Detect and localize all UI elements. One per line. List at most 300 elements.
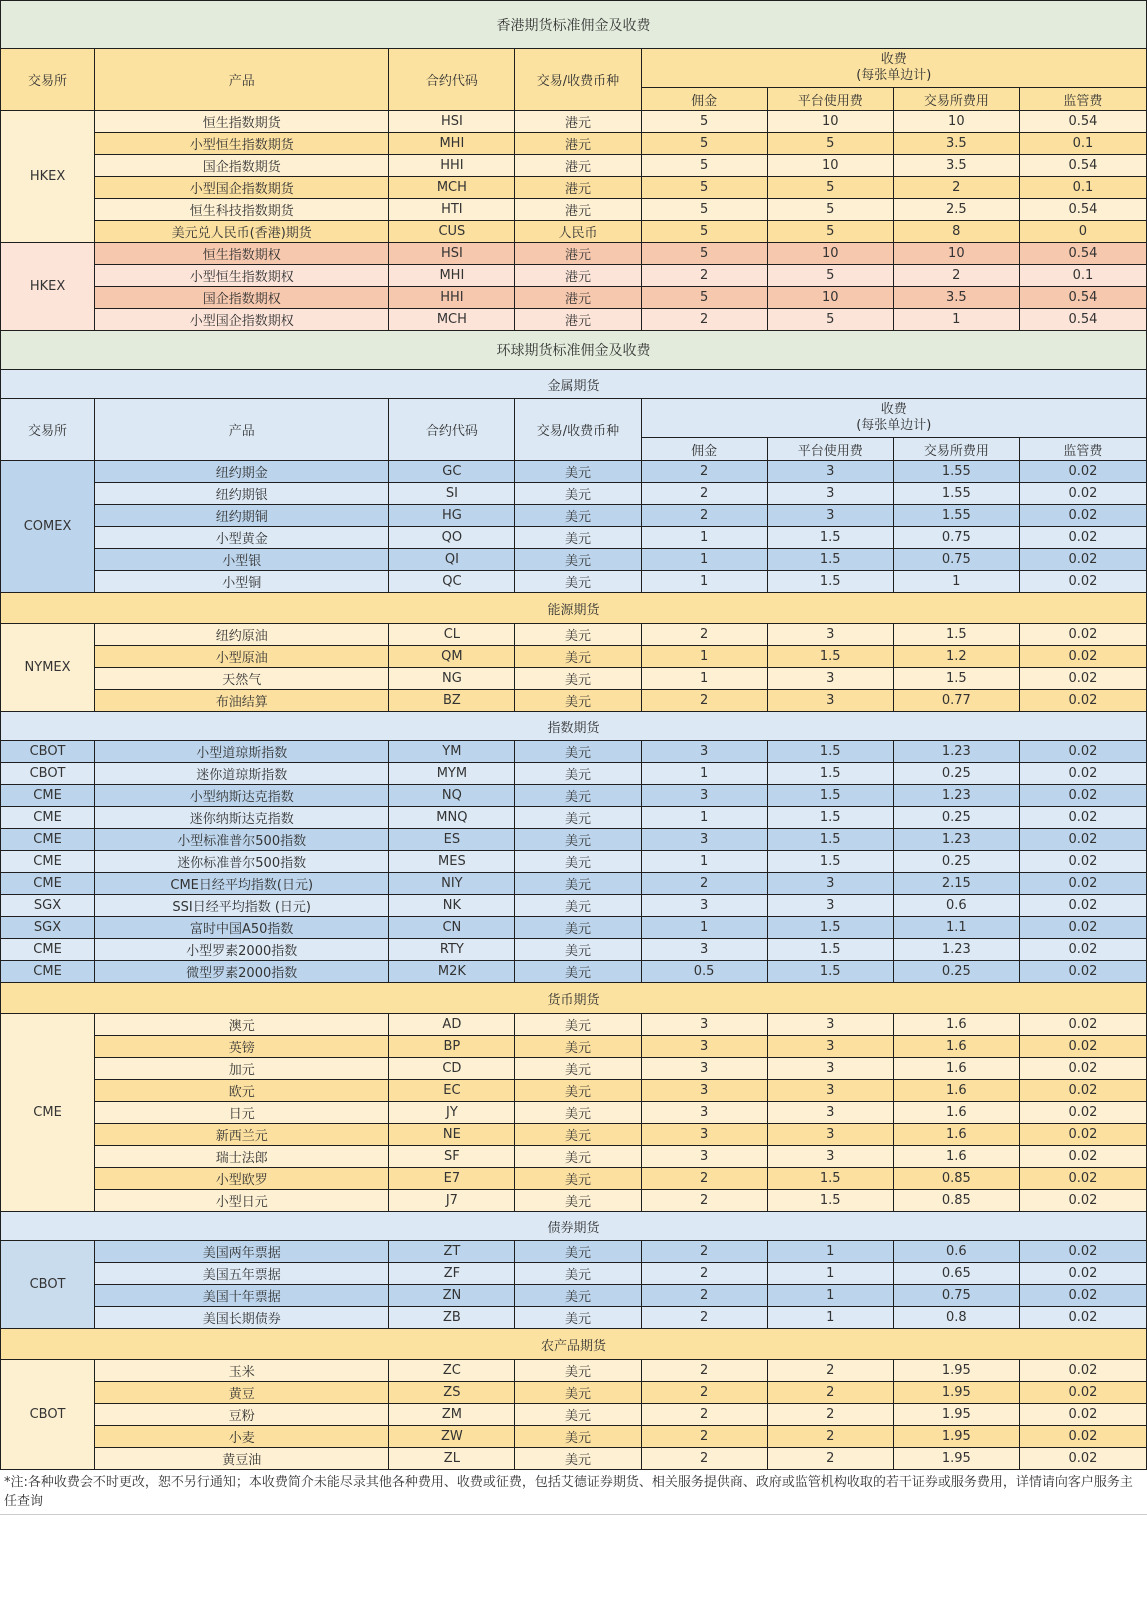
code-cell: NIY xyxy=(389,873,515,895)
code-cell: MHI xyxy=(389,265,515,287)
currency-cell: 美元 xyxy=(515,483,641,505)
regulatory-fee-cell: 0.02 xyxy=(1019,1426,1146,1448)
platform-fee-cell: 3 xyxy=(767,505,893,527)
table-row xyxy=(1,961,1147,983)
table-row xyxy=(1,1382,1147,1404)
product-cell: 美国五年票据 xyxy=(95,1263,389,1285)
product-cell: 玉米 xyxy=(95,1360,389,1382)
platform-fee-cell: 3 xyxy=(767,1124,893,1146)
platform-fee-cell: 3 xyxy=(767,1146,893,1168)
regulatory-fee-cell: 0.02 xyxy=(1019,1285,1146,1307)
metals-section-title-row xyxy=(1,370,1147,399)
currency-cell: 美元 xyxy=(515,1382,641,1404)
code-cell: ZB xyxy=(389,1307,515,1329)
platform-fee-cell: 10 xyxy=(767,155,893,177)
currency-cell: 港元 xyxy=(515,243,641,265)
exchange-fee-cell: 1.95 xyxy=(893,1448,1019,1470)
header-fees-sublabel: (每张单边计) xyxy=(856,68,932,83)
exchange-fee-cell: 1.6 xyxy=(893,1102,1019,1124)
hk-header-row xyxy=(1,49,1147,88)
code-cell: E7 xyxy=(389,1168,515,1190)
regulatory-fee-cell: 0.02 xyxy=(1019,1058,1146,1080)
product-cell: 纽约期金 xyxy=(95,461,389,483)
exchange-fee-cell: 10 xyxy=(893,243,1019,265)
table-row xyxy=(1,1448,1147,1470)
exchange-fee-cell: 0.85 xyxy=(893,1168,1019,1190)
exchange-fee-cell: 1.6 xyxy=(893,1014,1019,1036)
platform-fee-cell: 1 xyxy=(767,1307,893,1329)
product-cell: 美国长期债券 xyxy=(95,1307,389,1329)
code-cell: BP xyxy=(389,1036,515,1058)
header-regulatory-fee: 监管费 xyxy=(1019,438,1146,461)
currency-cell: 美元 xyxy=(515,1124,641,1146)
hk-section-title-row xyxy=(1,1,1147,49)
regulatory-fee-cell: 0.02 xyxy=(1019,505,1146,527)
code-cell: ZN xyxy=(389,1285,515,1307)
commission-cell: 2 xyxy=(641,461,767,483)
platform-fee-cell: 1.5 xyxy=(767,939,893,961)
product-cell: 迷你道琼斯指数 xyxy=(95,763,389,785)
regulatory-fee-cell: 0.02 xyxy=(1019,461,1146,483)
regulatory-fee-cell: 0.02 xyxy=(1019,829,1146,851)
regulatory-fee-cell: 0.02 xyxy=(1019,1036,1146,1058)
exchange-cell: CBOT xyxy=(1,1360,95,1470)
commission-cell: 3 xyxy=(641,1036,767,1058)
exchange-fee-cell: 0.25 xyxy=(893,807,1019,829)
platform-fee-cell: 1.5 xyxy=(767,1190,893,1212)
commission-cell: 3 xyxy=(641,1058,767,1080)
product-cell: 恒生指数期权 xyxy=(95,243,389,265)
commission-cell: 2 xyxy=(641,624,767,646)
exchange-fee-cell: 1.1 xyxy=(893,917,1019,939)
exchange-fee-cell: 1.23 xyxy=(893,829,1019,851)
commission-cell: 2 xyxy=(641,483,767,505)
commission-cell: 2 xyxy=(641,1448,767,1470)
exchange-cell: CME xyxy=(1,939,95,961)
header-exchange-fee: 交易所费用 xyxy=(893,88,1019,111)
regulatory-fee-cell: 0.02 xyxy=(1019,961,1146,983)
exchange-fee-cell: 8 xyxy=(893,221,1019,243)
platform-fee-cell: 10 xyxy=(767,243,893,265)
table-row xyxy=(1,1241,1147,1263)
platform-fee-cell: 2 xyxy=(767,1382,893,1404)
platform-fee-cell: 3 xyxy=(767,1058,893,1080)
code-cell: HSI xyxy=(389,111,515,133)
exchange-fee-cell: 1.2 xyxy=(893,646,1019,668)
product-cell: 恒生科技指数期货 xyxy=(95,199,389,221)
regulatory-fee-cell: 0.54 xyxy=(1019,243,1146,265)
table-row xyxy=(1,807,1147,829)
table-row xyxy=(1,221,1147,243)
code-cell: ES xyxy=(389,829,515,851)
commission-cell: 3 xyxy=(641,895,767,917)
commission-cell: 1 xyxy=(641,807,767,829)
fee-table-body xyxy=(1,1,1147,1470)
commission-cell: 1 xyxy=(641,527,767,549)
code-cell: SI xyxy=(389,483,515,505)
product-cell: 迷你标准普尔500指数 xyxy=(95,851,389,873)
exchange-cell: CME xyxy=(1,873,95,895)
exchange-fee-cell: 2 xyxy=(893,177,1019,199)
exchange-fee-cell: 1.23 xyxy=(893,741,1019,763)
header-commission: 佣金 xyxy=(641,438,767,461)
commission-cell: 5 xyxy=(641,221,767,243)
exchange-fee-cell: 3.5 xyxy=(893,155,1019,177)
regulatory-fee-cell: 0.02 xyxy=(1019,1080,1146,1102)
platform-fee-cell: 1.5 xyxy=(767,571,893,593)
exchange-fee-cell: 2.5 xyxy=(893,199,1019,221)
exchange-cell: SGX xyxy=(1,895,95,917)
platform-fee-cell: 1 xyxy=(767,1285,893,1307)
code-cell: SF xyxy=(389,1146,515,1168)
regulatory-fee-cell: 0.02 xyxy=(1019,851,1146,873)
currency-cell: 美元 xyxy=(515,939,641,961)
product-cell: 小型黄金 xyxy=(95,527,389,549)
table-row xyxy=(1,1307,1147,1329)
table-row xyxy=(1,785,1147,807)
table-row xyxy=(1,177,1147,199)
regulatory-fee-cell: 0.02 xyxy=(1019,1146,1146,1168)
exchange-fee-cell: 1.95 xyxy=(893,1382,1019,1404)
currency-cell: 美元 xyxy=(515,1102,641,1124)
commission-cell: 1 xyxy=(641,571,767,593)
exchange-fee-cell: 1.55 xyxy=(893,483,1019,505)
exchange-cell: CBOT xyxy=(1,741,95,763)
exchange-fee-cell: 2 xyxy=(893,265,1019,287)
commission-cell: 3 xyxy=(641,1080,767,1102)
header-fees-group xyxy=(641,399,1146,438)
table-row xyxy=(1,461,1147,483)
header-code: 合约代码 xyxy=(389,49,515,111)
commission-cell: 3 xyxy=(641,1146,767,1168)
commission-cell: 5 xyxy=(641,287,767,309)
regulatory-fee-cell: 0.54 xyxy=(1019,199,1146,221)
code-cell: ZW xyxy=(389,1426,515,1448)
table-row xyxy=(1,1014,1147,1036)
code-cell: MNQ xyxy=(389,807,515,829)
currency-section-title: 货币期货 xyxy=(1,983,1147,1014)
regulatory-fee-cell: 0.02 xyxy=(1019,1241,1146,1263)
exchange-fee-cell: 1.6 xyxy=(893,1124,1019,1146)
exchange-fee-cell: 0.75 xyxy=(893,1285,1019,1307)
code-cell: GC xyxy=(389,461,515,483)
commission-cell: 5 xyxy=(641,177,767,199)
table-row xyxy=(1,1080,1147,1102)
commission-cell: 2 xyxy=(641,1263,767,1285)
platform-fee-cell: 1 xyxy=(767,1241,893,1263)
commission-cell: 5 xyxy=(641,155,767,177)
commission-cell: 2 xyxy=(641,1168,767,1190)
commission-cell: 2 xyxy=(641,1285,767,1307)
product-cell: 小型日元 xyxy=(95,1190,389,1212)
exchange-fee-cell: 1 xyxy=(893,571,1019,593)
table-row xyxy=(1,741,1147,763)
currency-cell: 美元 xyxy=(515,1168,641,1190)
product-cell: SSI日经平均指数 (日元) xyxy=(95,895,389,917)
footnote: *注:各种收费会不时更改，恕不另行通知；本收费简介未能尽录其他各种费用、收费或征费，包括艾德证券期货、相关服务提供商、政府或监管机构收取的若干证券或服务费用，详情请向客户服务主任查询 xyxy=(0,1470,1147,1515)
product-cell: 新西兰元 xyxy=(95,1124,389,1146)
energy-section-title-row xyxy=(1,593,1147,624)
exchange-fee-cell: 2.15 xyxy=(893,873,1019,895)
currency-cell: 港元 xyxy=(515,199,641,221)
code-cell: QO xyxy=(389,527,515,549)
agri-section-title-row xyxy=(1,1329,1147,1360)
regulatory-fee-cell: 0.02 xyxy=(1019,785,1146,807)
regulatory-fee-cell: 0.02 xyxy=(1019,763,1146,785)
code-cell: ZT xyxy=(389,1241,515,1263)
code-cell: RTY xyxy=(389,939,515,961)
code-cell: MYM xyxy=(389,763,515,785)
table-row xyxy=(1,917,1147,939)
code-cell: HHI xyxy=(389,155,515,177)
currency-cell: 美元 xyxy=(515,785,641,807)
regulatory-fee-cell: 0.54 xyxy=(1019,111,1146,133)
platform-fee-cell: 2 xyxy=(767,1404,893,1426)
exchange-fee-cell: 10 xyxy=(893,111,1019,133)
currency-cell: 港元 xyxy=(515,265,641,287)
regulatory-fee-cell: 0.02 xyxy=(1019,690,1146,712)
exchange-fee-cell: 1.5 xyxy=(893,624,1019,646)
product-cell: 黄豆油 xyxy=(95,1448,389,1470)
platform-fee-cell: 10 xyxy=(767,287,893,309)
exchange-fee-cell: 0.6 xyxy=(893,895,1019,917)
product-cell: 欧元 xyxy=(95,1080,389,1102)
code-cell: YM xyxy=(389,741,515,763)
currency-cell: 美元 xyxy=(515,851,641,873)
currency-cell: 美元 xyxy=(515,549,641,571)
currency-cell: 美元 xyxy=(515,461,641,483)
metals-section-title: 金属期货 xyxy=(1,370,1147,399)
product-cell: 小型铜 xyxy=(95,571,389,593)
product-cell: 纽约原油 xyxy=(95,624,389,646)
currency-cell: 美元 xyxy=(515,1014,641,1036)
regulatory-fee-cell: 0.54 xyxy=(1019,309,1146,331)
code-cell: MES xyxy=(389,851,515,873)
commission-cell: 2 xyxy=(641,1360,767,1382)
table-row xyxy=(1,895,1147,917)
table-row xyxy=(1,133,1147,155)
platform-fee-cell: 3 xyxy=(767,1036,893,1058)
regulatory-fee-cell: 0.54 xyxy=(1019,287,1146,309)
table-row xyxy=(1,1285,1147,1307)
exchange-fee-cell: 0.65 xyxy=(893,1263,1019,1285)
bonds-section-title: 债券期货 xyxy=(1,1212,1147,1241)
commission-cell: 1 xyxy=(641,917,767,939)
platform-fee-cell: 1.5 xyxy=(767,961,893,983)
platform-fee-cell: 10 xyxy=(767,111,893,133)
regulatory-fee-cell: 0.02 xyxy=(1019,1124,1146,1146)
header-platform-fee: 平台使用费 xyxy=(767,88,893,111)
regulatory-fee-cell: 0.02 xyxy=(1019,741,1146,763)
currency-cell: 美元 xyxy=(515,1058,641,1080)
currency-cell: 美元 xyxy=(515,1360,641,1382)
exchange-fee-cell: 1.23 xyxy=(893,785,1019,807)
table-row xyxy=(1,571,1147,593)
exchange-cell: CME xyxy=(1,1014,95,1212)
platform-fee-cell: 1.5 xyxy=(767,527,893,549)
table-row xyxy=(1,873,1147,895)
header-fees-label: 收费 xyxy=(880,52,907,67)
product-cell: 迷你纳斯达克指数 xyxy=(95,807,389,829)
platform-fee-cell: 3 xyxy=(767,483,893,505)
regulatory-fee-cell: 0.1 xyxy=(1019,265,1146,287)
product-cell: 小型恒生指数期权 xyxy=(95,265,389,287)
commission-cell: 2 xyxy=(641,1241,767,1263)
product-cell: 小型银 xyxy=(95,549,389,571)
exchange-fee-cell: 3.5 xyxy=(893,133,1019,155)
table-row xyxy=(1,668,1147,690)
code-cell: M2K xyxy=(389,961,515,983)
commission-cell: 5 xyxy=(641,199,767,221)
table-row xyxy=(1,199,1147,221)
exchange-fee-cell: 1.95 xyxy=(893,1426,1019,1448)
product-cell: 小型恒生指数期货 xyxy=(95,133,389,155)
code-cell: MCH xyxy=(389,177,515,199)
currency-cell: 美元 xyxy=(515,1036,641,1058)
platform-fee-cell: 3 xyxy=(767,461,893,483)
regulatory-fee-cell: 0.02 xyxy=(1019,1307,1146,1329)
regulatory-fee-cell: 0.02 xyxy=(1019,483,1146,505)
currency-cell: 美元 xyxy=(515,741,641,763)
regulatory-fee-cell: 0.02 xyxy=(1019,1404,1146,1426)
currency-cell: 美元 xyxy=(515,1426,641,1448)
exchange-fee-cell: 1.55 xyxy=(893,461,1019,483)
commission-cell: 3 xyxy=(641,829,767,851)
code-cell: NE xyxy=(389,1124,515,1146)
product-cell: 小型纳斯达克指数 xyxy=(95,785,389,807)
currency-cell: 港元 xyxy=(515,133,641,155)
currency-cell: 美元 xyxy=(515,624,641,646)
exchange-cell: HKEX xyxy=(1,111,95,243)
currency-cell: 美元 xyxy=(515,1190,641,1212)
code-cell: NQ xyxy=(389,785,515,807)
table-row xyxy=(1,1263,1147,1285)
product-cell: 英镑 xyxy=(95,1036,389,1058)
platform-fee-cell: 3 xyxy=(767,895,893,917)
platform-fee-cell: 1 xyxy=(767,1263,893,1285)
header-exchange: 交易所 xyxy=(1,399,95,461)
regulatory-fee-cell: 0.02 xyxy=(1019,895,1146,917)
exchange-cell: CBOT xyxy=(1,1241,95,1329)
code-cell: HTI xyxy=(389,199,515,221)
commission-cell: 3 xyxy=(641,1124,767,1146)
regulatory-fee-cell: 0.02 xyxy=(1019,1102,1146,1124)
currency-cell: 美元 xyxy=(515,1285,641,1307)
exchange-cell: CME xyxy=(1,785,95,807)
currency-cell: 美元 xyxy=(515,505,641,527)
regulatory-fee-cell: 0.02 xyxy=(1019,1190,1146,1212)
code-cell: HG xyxy=(389,505,515,527)
regulatory-fee-cell: 0.02 xyxy=(1019,668,1146,690)
index-section-title-row xyxy=(1,712,1147,741)
product-cell: 日元 xyxy=(95,1102,389,1124)
code-cell: HSI xyxy=(389,243,515,265)
regulatory-fee-cell: 0.1 xyxy=(1019,133,1146,155)
exchange-fee-cell: 1.95 xyxy=(893,1360,1019,1382)
code-cell: MCH xyxy=(389,309,515,331)
exchange-fee-cell: 1.6 xyxy=(893,1080,1019,1102)
product-cell: 小型罗素2000指数 xyxy=(95,939,389,961)
commission-cell: 2 xyxy=(641,265,767,287)
code-cell: EC xyxy=(389,1080,515,1102)
currency-cell: 美元 xyxy=(515,1448,641,1470)
regulatory-fee-cell: 0 xyxy=(1019,221,1146,243)
platform-fee-cell: 5 xyxy=(767,265,893,287)
header-platform-fee: 平台使用费 xyxy=(767,438,893,461)
regulatory-fee-cell: 0.02 xyxy=(1019,1168,1146,1190)
code-cell: ZF xyxy=(389,1263,515,1285)
currency-cell: 美元 xyxy=(515,1404,641,1426)
platform-fee-cell: 2 xyxy=(767,1360,893,1382)
exchange-fee-cell: 0.8 xyxy=(893,1307,1019,1329)
platform-fee-cell: 1.5 xyxy=(767,1168,893,1190)
code-cell: ZL xyxy=(389,1448,515,1470)
exchange-fee-cell: 1 xyxy=(893,309,1019,331)
exchange-fee-cell: 3.5 xyxy=(893,287,1019,309)
product-cell: 布油结算 xyxy=(95,690,389,712)
exchange-fee-cell: 1.6 xyxy=(893,1058,1019,1080)
global-section-title: 环球期货标准佣金及收费 xyxy=(1,331,1147,370)
regulatory-fee-cell: 0.02 xyxy=(1019,571,1146,593)
exchange-cell: CME xyxy=(1,851,95,873)
header-commission: 佣金 xyxy=(641,88,767,111)
currency-section-title-row xyxy=(1,983,1147,1014)
platform-fee-cell: 1.5 xyxy=(767,785,893,807)
platform-fee-cell: 2 xyxy=(767,1448,893,1470)
exchange-fee-cell: 1.5 xyxy=(893,668,1019,690)
product-cell: 加元 xyxy=(95,1058,389,1080)
code-cell: NG xyxy=(389,668,515,690)
table-row xyxy=(1,1036,1147,1058)
header-fees-group xyxy=(641,49,1146,88)
code-cell: QI xyxy=(389,549,515,571)
exchange-fee-cell: 0.25 xyxy=(893,851,1019,873)
currency-cell: 美元 xyxy=(515,527,641,549)
currency-cell: 美元 xyxy=(515,1241,641,1263)
commission-cell: 1 xyxy=(641,763,767,785)
commission-cell: 2 xyxy=(641,873,767,895)
table-row xyxy=(1,1102,1147,1124)
table-row xyxy=(1,829,1147,851)
table-row xyxy=(1,309,1147,331)
commission-cell: 1 xyxy=(641,549,767,571)
code-cell: QM xyxy=(389,646,515,668)
table-row xyxy=(1,646,1147,668)
header-code: 合约代码 xyxy=(389,399,515,461)
table-row xyxy=(1,1058,1147,1080)
table-row xyxy=(1,851,1147,873)
commission-cell: 2 xyxy=(641,1307,767,1329)
commission-cell: 2 xyxy=(641,1382,767,1404)
regulatory-fee-cell: 0.02 xyxy=(1019,1014,1146,1036)
platform-fee-cell: 3 xyxy=(767,624,893,646)
product-cell: 恒生指数期货 xyxy=(95,111,389,133)
exchange-fee-cell: 1.6 xyxy=(893,1146,1019,1168)
regulatory-fee-cell: 0.02 xyxy=(1019,624,1146,646)
table-row xyxy=(1,265,1147,287)
platform-fee-cell: 1.5 xyxy=(767,549,893,571)
global-section-title-row xyxy=(1,331,1147,370)
platform-fee-cell: 3 xyxy=(767,668,893,690)
currency-cell: 美元 xyxy=(515,829,641,851)
commission-cell: 5 xyxy=(641,243,767,265)
regulatory-fee-cell: 0.1 xyxy=(1019,177,1146,199)
commission-cell: 3 xyxy=(641,1102,767,1124)
regulatory-fee-cell: 0.02 xyxy=(1019,939,1146,961)
product-cell: 富时中国A50指数 xyxy=(95,917,389,939)
commission-cell: 5 xyxy=(641,133,767,155)
platform-fee-cell: 1.5 xyxy=(767,646,893,668)
